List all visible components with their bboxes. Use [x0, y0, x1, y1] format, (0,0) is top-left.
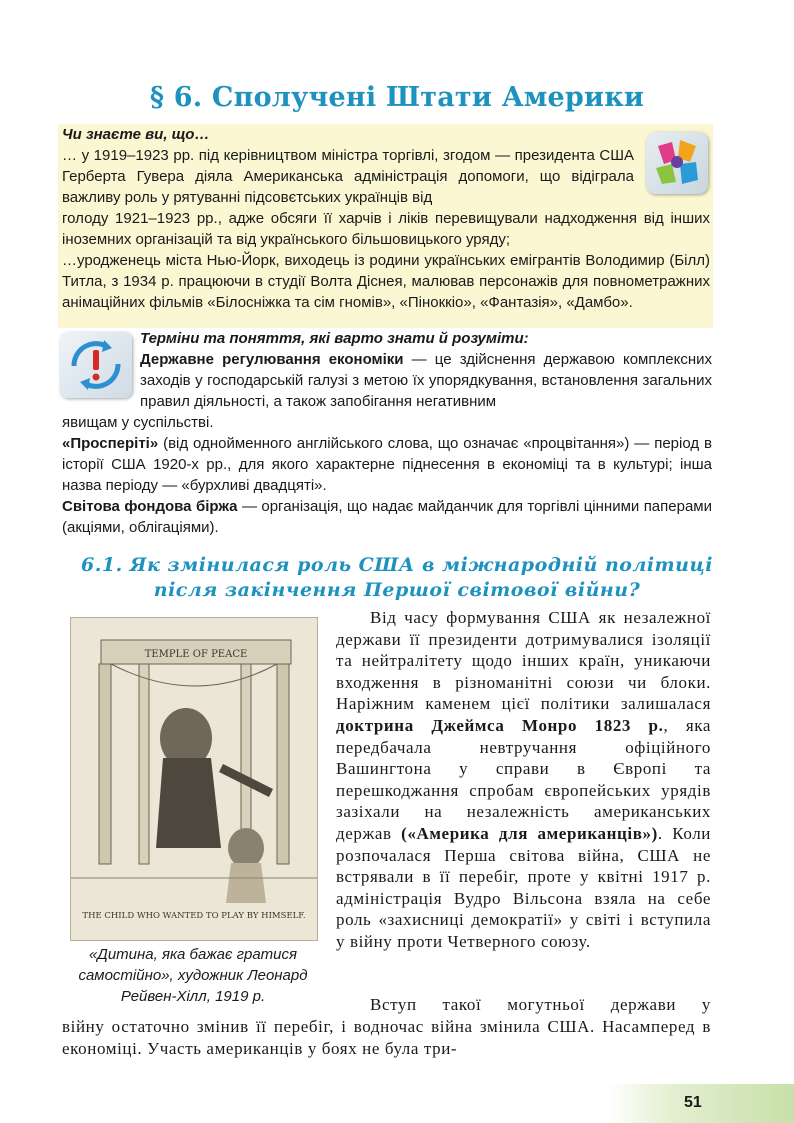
- terms-heading: Терміни та поняття, які варто знати й розуміти:: [140, 330, 529, 347]
- fact-1: … у 1919–1923 рр. під керівництвом міністра торгівлі, згодом — президента США Герберта Гувера діяла Американська адміністрація допомоги, що відіграла важливу роль у рятуванні підсовєтських українців від: [62, 147, 634, 206]
- did-you-know-box: [58, 124, 713, 328]
- cartoon-caption-label: THE CHILD WHO WANTED TO PLAY BY HIMSELF.: [82, 911, 306, 921]
- page-number: 51: [684, 1094, 702, 1111]
- body-bold-run: («Америка для американців»): [401, 823, 658, 843]
- section-title: § 6. Сполучені Штати Америки: [149, 82, 645, 113]
- term-definition-1-continued: явищам у суспільстві.: [62, 414, 214, 431]
- fact-1-continued: голоду 1921–1923 рр., адже обсяги її харчів і ліків перевищували надходження від інших іноземних організацій та від українського більшовицького уряду;: [62, 210, 710, 248]
- term-1-definition: — це здійснення державою комплексних заходів у господарській галузі з метою їх упорядкування, встановлення загальних правил діяльності, а також запобігання негативним: [140, 351, 712, 410]
- body-text-run: , яка передбачала невтручання офіційного Вашингтона у справи в Європі та перешкоджання спробам європейських урядів зазіхали на незалежність американських держав: [336, 715, 711, 843]
- body-paragraph-1: [336, 607, 711, 953]
- temple-label: TEMPLE OF PEACE: [144, 649, 248, 660]
- fact-2: …уродженець міста Нью-Йорк, виходець із родини українських емігрантів Володимир (Білл) Титла, з 1934 р. працюючи в студії Волта Діснея, малював персонажів для повнометражних анімаційних фільмів «Білосніжка та сім гномів», «Піноккіо», «Фантазія», «Дамбо».: [62, 252, 710, 311]
- term-definition-3: [62, 496, 712, 538]
- subsection-heading: [0, 553, 794, 603]
- term-definition-2: [62, 433, 712, 496]
- term-2-name: «Просперіті»: [62, 435, 159, 452]
- body-bold-run: доктрина Джеймса Монро 1823 р.: [336, 715, 664, 735]
- subsection-heading-line-1: 6.1. Як змінилася роль США в міжнародній політиці: [81, 554, 713, 576]
- term-2-definition: (від однойменного англійського слова, що означає «процвітання») — період в історії США 1920-х рр., для якого характерне піднесення в економіці та в культурі; інша назва періоду — «бурхливі двадцяті».: [62, 435, 712, 494]
- body-paragraph-2-start: Вступ такої могутньої держави у: [370, 995, 711, 1014]
- subsection-heading-line-2: після закінчення Першої світової війни?: [153, 579, 641, 601]
- illustration-caption: «Дитина, яка бажає гратися самостійно», художник Леонард Рейвен-Хілл, 1919 р.: [78, 946, 308, 1005]
- body-paragraph-2-continued: війну остаточно змінив її перебіг, і водночас війна змінила США. Насамперед в економіці. Участь американців у боях не була три-: [62, 1017, 711, 1058]
- body-text-run: Від часу формування США як незалежної держави її президенти дотримувалися ізоляції та нейтралітету щодо інших країн, уникаючи входження в різноманітні союзи чи блоки. Наріжним каменем цієї політики залишалася: [336, 608, 711, 714]
- hands-icon: [646, 132, 708, 194]
- body-text-run: . Коли розпочалася Перша світова війна, США не встрявали в її перебіг, проте у квітні 1917 р. адміністрація Вудро Вільсона взяла на себе роль «захисниці демократії» у світі і вступила у війну проти Четверного союзу.: [336, 823, 711, 951]
- term-3-definition: — організація, що надає майданчик для торгівлі цінними паперами (акціями, облігаціями).: [62, 498, 712, 536]
- did-you-know-heading: Чи знаєте ви, що…: [62, 126, 210, 143]
- exclamation-cycle-icon: [60, 332, 132, 398]
- term-3-name: Світова фондова біржа: [62, 498, 238, 515]
- term-definition-1: [140, 349, 712, 412]
- term-1-name: Державне регулювання економіки: [140, 351, 404, 368]
- cartoon-illustration: [70, 617, 318, 941]
